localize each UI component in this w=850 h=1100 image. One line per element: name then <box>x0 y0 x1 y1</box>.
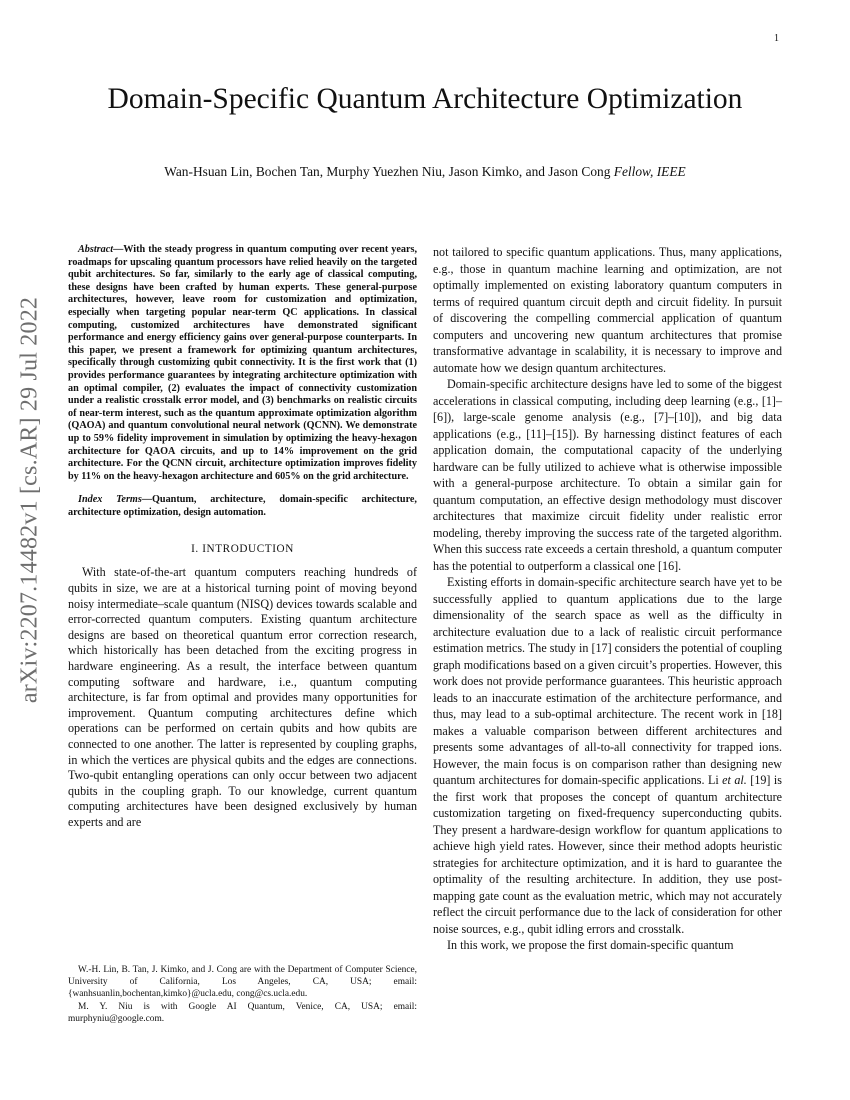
section-heading: I. INTRODUCTION <box>191 543 294 556</box>
abstract <box>68 244 417 483</box>
existing-efforts-text-a: Existing efforts in domain-specific architecture search have yet to be successfully applied to quantum applications due to the large dimensionality of the search space as well as the difficulty in architecture evaluation due to a lack of realistic circuit performance estimation metrics. The study in [17] considers the potential of coupling graph modifications based on a given circuit’s properties. However, this work does not provide performance guarantees. This heuristic approach leads to an inaccurate estimation of the architecture performance, and thus, may lead to a sub-optimal architecture. The recent work in [18] makes a valuable comparison between different architectures and presents some advantages of all-to-all connectivity for trapped ions. However, the main focus is on comparison rather than designing new quantum architectures for domain-specific applications. Li <box>433 575 782 787</box>
left-column <box>68 244 417 831</box>
et-al: et al. <box>722 773 747 787</box>
paragraph-this-work: In this work, we propose the first domain-specific quantum <box>447 938 734 952</box>
existing-efforts-text-b: [19] is the first work that proposes the concept of quantum architecture customization targeting on fixed-frequency superconducting qubits. They present a hardware-design workflow for quantum applications to achieve high yield rates. However, since their method adopts heuristic strategies for architecture optimization, and it is hard to guarantee the optimality of the resulting architecture. In addition, they use post-mapping gate count as the evaluation metric, which may not accurately reflect the circuit performance due to the lack of consideration for other noise sources, e.g., qubit idling errors and crosstalk. <box>433 773 782 936</box>
paragraph-continued: not tailored to specific quantum applications. Thus, many applications, e.g., those in quantum machine learning and optimization, are not optimally implemented on existing laboratory quantum computers in terms of required quantum circuit depth and circuit fidelity. In pursuit of discovering the compelling commercial application of quantum computers and uncovering new quantum architectures that promise transformative advantage in scalability, it is necessary to improve and automate how we design quantum architectures. <box>433 245 782 375</box>
abstract-label: Abstract <box>78 244 114 255</box>
right-column <box>433 244 782 954</box>
footnotes <box>68 965 417 1026</box>
page-number: 1 <box>774 33 779 44</box>
paper-title: Domain-Specific Quantum Architecture Optimization <box>107 83 743 115</box>
author-list <box>68 163 782 181</box>
abstract-text: —With the steady progress in quantum computing over recent years, roadmaps for upscaling quantum processors have relied heavily on the targeted qubit architectures. So far, similarly to the early age of classical computing, these designs have been crafted by human experts. These general-purpose architectures, however, leave room for customization and optimization, especially when targeting popular near-term QC applications. In classical computing, customized architectures have demonstrated significant performance and energy efficiency gains over general-purpose counterparts. In this paper, we present a framework for optimizing quantum architectures, specifically through customizing qubit connectivity. It is the first work that (1) provides performance guarantees by integrating architecture optimization with an optimal compiler, (2) evaluates the impact of connectivity customization under a realistic crosstalk error model, and (3) benchmarks on realistic circuits of near-term interest, such as the quantum approximate optimization algorithm (QAOA) and quantum convolutional neural network (QCNN). We demonstrate up to 59% fidelity improvement in simulation by optimizing the heavy-hexagon architecture for QAOA circuits, and up to 14% improvement on the grid architecture. For the QCNN circuit, architecture optimization improves fidelity by 11% on the heavy-hexagon architecture and 605% on the grid architecture. <box>68 244 417 482</box>
index-terms <box>68 494 417 519</box>
footnote-affiliation-google: M. Y. Niu is with Google AI Quantum, Venice, CA, USA; email: murphyniu@google.com. <box>68 1001 417 1024</box>
index-terms-text: —Quantum, architecture, domain-specific architecture, architecture optimization, design automation. <box>68 494 417 518</box>
intro-paragraph: With state-of-the-art quantum computers reaching hundreds of qubits in size, we are at a historical turning point of moving beyond noisy intermediate–scale quantum (NISQ) devices towards scalable and error-corrected quantum computers. Existing quantum architecture designs are based on theoretical quantum error correction research, which historically has been detached from the exciting progress in hardware engineering. As a result, the interface between quantum computing software and hardware, i.e., quantum computing architecture, is far from optimal and provides many opportunities for improvement. Quantum computing architectures define which operations can be performed on certain qubits and how qubits are connected to one another. The latter is represented by coupling graphs, in which the vertices are physical qubits and the edges are connections. Two-qubit entangling operations can only occur between two adjacent qubits in the coupling graph. To our knowledge, current quantum computing architectures have been designed exclusively by human experts and are <box>68 565 417 829</box>
author-names: Wan-Hsuan Lin, Bochen Tan, Murphy Yuezhen Niu, Jason Kimko, and Jason Cong <box>164 164 611 179</box>
paragraph-domain-specific: Domain-specific architecture designs have led to some of the biggest accelerations in classical computing, including deep learning (e.g., [1]–[6]), large-scale genome analysis (e.g., [7]–[10]), and big data applications (e.g., [11]–[15]). By harnessing distinct features of each application domain, the computational capacity of the underlying hardware can be fully utilized to achieve what is otherwise impossible with a general-purpose architecture. To obtain a similar gain for quantum computation, an effective design methodology must discover architectures that maximize circuit fidelity under realistic error modeling, thereby improving the success rate of the targeted algorithm. When this success rate exceeds a certain threshold, a quantum computer has the potential to outperform a classical one [16]. <box>433 377 782 573</box>
paragraph-existing-efforts <box>433 574 782 937</box>
author-role: Fellow, IEEE <box>613 164 686 179</box>
footnote-affiliation-ucla: W.-H. Lin, B. Tan, J. Kimko, and J. Cong are with the Department of Computer Science, University of California, Los Angeles, CA, USA; email: {wanhsuanlin,bochentan,kimko}@ucla.edu, cong@cs.ucla.edu. <box>68 965 417 999</box>
arxiv-identifier-text: arXiv:2207.14482v1 [cs.AR] 29 Jul 2022 <box>16 296 43 704</box>
arxiv-identifier <box>16 296 43 704</box>
index-terms-label: Index Terms <box>78 494 142 506</box>
